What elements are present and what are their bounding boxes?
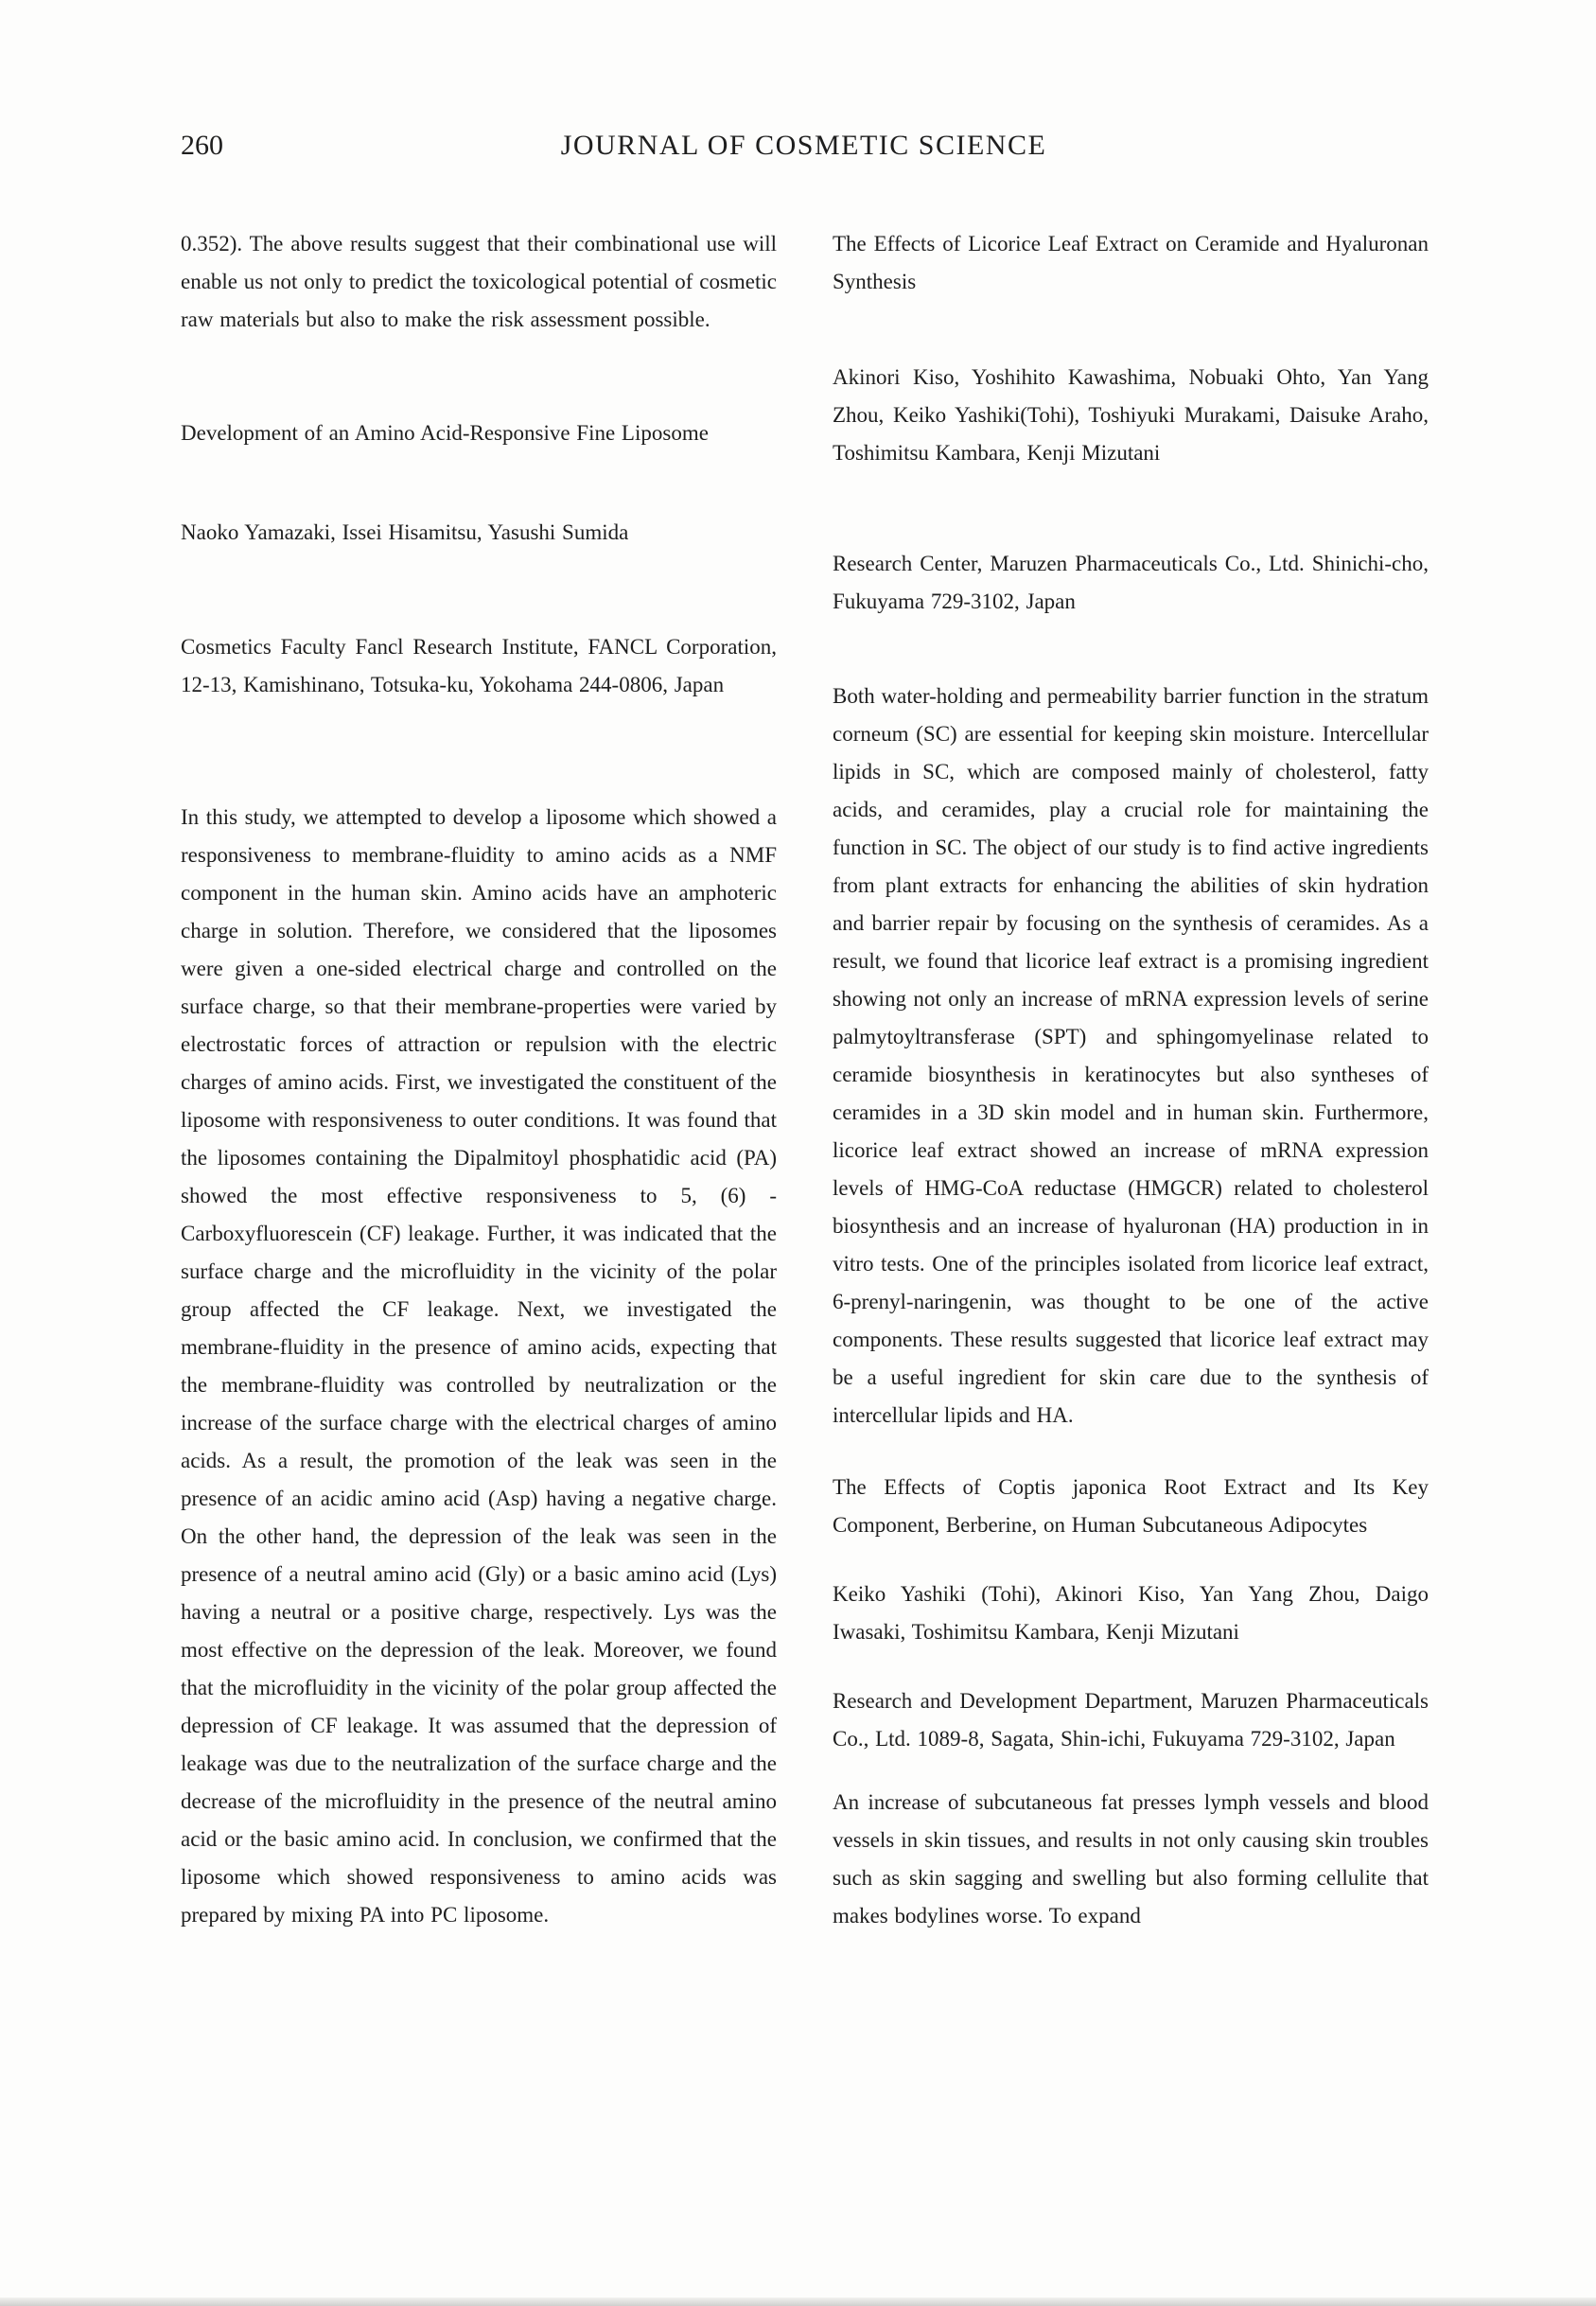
article-affiliation-licorice: Research Center, Maruzen Pharmaceuticals Co., Ltd. Shinichi-cho, Fukuyama 729-3102, Japan [833, 552, 1429, 613]
page-edge-shadow [0, 2297, 1596, 2306]
page-header [181, 127, 1427, 167]
article-title-licorice: The Effects of Licorice Leaf Extract on Ceramide and Hyaluronan Synthesis [833, 232, 1429, 293]
two-column-layout [181, 225, 1429, 1935]
article-authors-coptis: Keiko Yashiki (Tohi), Akinori Kiso, Yan Yang Zhou, Daigo Iwasaki, Toshimitsu Kambara, Kenji Mizutani [833, 1582, 1429, 1644]
article-authors-licorice: Akinori Kiso, Yoshihito Kawashima, Nobuaki Ohto, Yan Yang Zhou, Keiko Yashiki(Tohi), Toshiyuki Murakami, Daisuke Araho, Toshimitsu Kambara, Kenji Mizutani [833, 365, 1429, 465]
article-authors-liposome: Naoko Yamazaki, Issei Hisamitsu, Yasushi Sumida [181, 520, 629, 544]
article-title-liposome: Development of an Amino Acid-Responsive Fine Liposome [181, 421, 709, 445]
article-affiliation-coptis: Research and Development Department, Maruzen Pharmaceuticals Co., Ltd. 1089-8, Sagata, Shin-ichi, Fukuyama 729-3102, Japan [833, 1689, 1429, 1751]
journal-title: JOURNAL OF COSMETIC SCIENCE [560, 130, 1047, 161]
article-affiliation-liposome: Cosmetics Faculty Fancl Research Institute, FANCL Corporation, 12-13, Kamishinano, Totsuka-ku, Yokohama 244-0806, Japan [181, 635, 777, 696]
article-title-coptis: The Effects of Coptis japonica Root Extract and Its Key Component, Berberine, on Human Subcutaneous Adipocytes [833, 1475, 1429, 1537]
right-column [833, 225, 1429, 1935]
article-abstract-liposome: In this study, we attempted to develop a liposome which showed a responsiveness to membrane-fluidity to amino acids as a NMF component in the human skin. Amino acids have an amphoteric charge in solution. Therefore, we considered that the liposomes were given a one-sided electrical charge and controlled on the surface charge, so that their membrane-properties were varied by electrostatic forces of attraction or repulsion with the electric charges of amino acids. First, we investigated the constituent of the liposome with responsiveness to outer conditions. It was found that the liposomes containing the Dipalmitoyl phosphatidic acid (PA) showed the most effective responsiveness to 5, (6) -Carboxyfluorescein (CF) leakage. Further, it was indicated that the surface charge and the microfluidity in the vicinity of the polar group affected the CF leakage. Next, we investigated the membrane-fluidity in the presence of amino acids, expecting that the membrane-fluidity was controlled by neutralization or the increase of the surface charge with the electrical charges of amino acids. As a result, the promotion of the leak was seen in the presence of an acidic amino acid (Asp) having a negative charge. On the other hand, the depression of the leak was seen in the presence of a neutral amino acid (Gly) or a basic amino acid (Lys) having a neutral or a positive charge, respectively. Lys was the most effective on the depression of the leak. Moreover, we found that the microfluidity in the vicinity of the polar group affected the depression of CF leakage. It was assumed that the depression of leakage was due to the neutralization of the surface charge and the decrease of the microfluidity in the presence of the neutral amino acid or the basic amino acid. In conclusion, we confirmed that the liposome which showed responsiveness to amino acids was prepared by mixing PA into PC liposome. [181, 805, 777, 1927]
article-abstract-licorice: Both water-holding and permeability barrier function in the stratum corneum (SC) are essential for keeping skin moisture. Intercellular lipids in SC, which are composed mainly of cholesterol, fatty acids, and ceramides, play a crucial role for maintaining the function in SC. The object of our study is to find active ingredients from plant extracts for enhancing the abilities of skin hydration and barrier repair by focusing on the synthesis of ceramides. As a result, we found that licorice leaf extract is a promising ingredient showing not only an increase of mRNA expression levels of serine palmytoyltransferase (SPT) and sphingomyelinase related to ceramide biosynthesis in keratinocytes but also syntheses of ceramides in a 3D skin model and in human skin. Furthermore, licorice leaf extract showed an increase of mRNA expression levels of HMG-CoA reductase (HMGCR) related to cholesterol biosynthesis and an increase of hyaluronan (HA) production in in vitro tests. One of the principles isolated from licorice leaf extract, 6-prenyl-naringenin, was thought to be one of the active components. These results suggested that licorice leaf extract may be a useful ingredient for skin care due to the synthesis of intercellular lipids and HA. [833, 684, 1429, 1427]
article-abstract-coptis: An increase of subcutaneous fat presses lymph vessels and blood vessels in skin tissues, and results in not only causing skin troubles such as skin sagging and swelling but also forming cellulite that makes bodylines worse. To expand [833, 1790, 1429, 1928]
continuation-paragraph: 0.352). The above results suggest that their combinational use will enable us not only to predict the toxicological potential of cosmetic raw materials but also to make the risk assessment possible. [181, 232, 777, 331]
left-column [181, 225, 777, 1934]
page-number: 260 [181, 130, 223, 161]
